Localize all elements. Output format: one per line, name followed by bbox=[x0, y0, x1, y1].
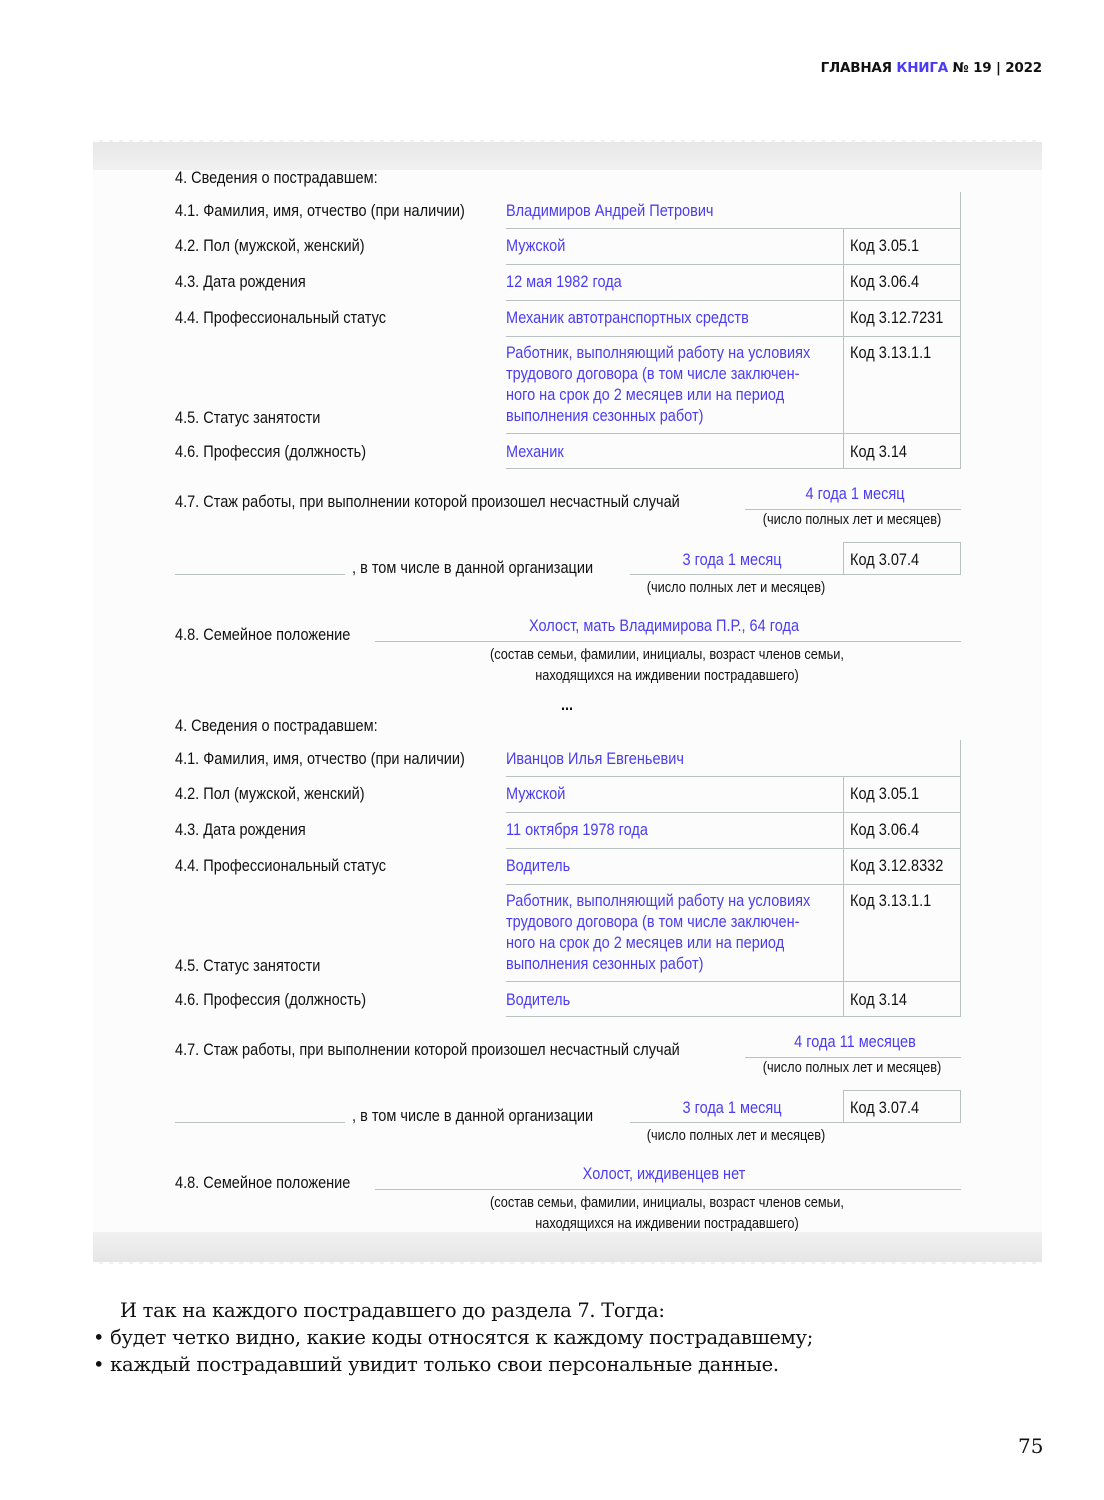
field-caption: (число полных лет и месяцев) bbox=[646, 1128, 826, 1144]
field-label: 4.1. Фамилия, имя, отчество (при наличии) bbox=[175, 750, 465, 768]
field-value: 11 октября 1978 года bbox=[506, 821, 648, 839]
page-number: 75 bbox=[1018, 1434, 1044, 1458]
bullet-item: • будет четко видно, какие коды относятся к каждому пострадавшему; bbox=[93, 1326, 813, 1349]
underline bbox=[630, 574, 961, 575]
underline bbox=[630, 1122, 961, 1123]
field-value: Механик автотранспортных средств bbox=[506, 309, 749, 327]
table-rule bbox=[506, 981, 961, 982]
table-border bbox=[843, 776, 844, 1017]
form-bottom-edge bbox=[93, 1232, 1042, 1264]
field-value: Холост, иждивенцев нет bbox=[582, 1165, 746, 1183]
field-label: 4.4. Профессиональный статус bbox=[175, 309, 386, 327]
code-box bbox=[843, 1090, 844, 1123]
field-value: Владимиров Андрей Петрович bbox=[506, 202, 714, 220]
field-value: Работник, выполняющий работу на условиях трудового договора (в том числе заключен- ного на срок до 2 месяцев или на период выполнения сезонных работ) bbox=[506, 892, 811, 973]
field-label: 4.8. Семейное положение bbox=[175, 1174, 351, 1192]
field-code: Код 3.12.8332 bbox=[850, 857, 944, 875]
field-code: Код 3.05.1 bbox=[850, 237, 920, 255]
field-value: Мужской bbox=[506, 237, 566, 255]
table-rule bbox=[506, 300, 961, 301]
field-code: Код 3.14 bbox=[850, 991, 907, 1009]
field-code: Код 3.07.4 bbox=[850, 551, 920, 569]
brand-name: ГЛАВНАЯ bbox=[820, 60, 892, 76]
field-code: Код 3.07.4 bbox=[850, 1099, 920, 1117]
code-box bbox=[843, 542, 844, 575]
field-label: 4.2. Пол (мужской, женский) bbox=[175, 237, 365, 255]
table-rule bbox=[506, 812, 961, 813]
field-value: 3 года 1 месяц bbox=[682, 551, 782, 569]
field-caption: (число полных лет и месяцев) bbox=[762, 512, 942, 528]
field-caption: (состав семьи, фамилии, инициалы, возраст членов семьи, bbox=[490, 647, 844, 663]
blank-line bbox=[175, 574, 345, 575]
code-box bbox=[960, 542, 961, 575]
table-rule bbox=[506, 884, 961, 885]
field-label: 4.7. Стаж работы, при выполнении которой произошел несчастный случай bbox=[175, 493, 680, 511]
field-label: 4.7. Стаж работы, при выполнении которой произошел несчастный случай bbox=[175, 1041, 680, 1059]
table-border bbox=[960, 740, 961, 1017]
field-value: Водитель bbox=[506, 857, 571, 875]
field-value: Холост, мать Владимирова П.Р., 64 года bbox=[528, 617, 800, 635]
field-label: 4.5. Статус занятости bbox=[175, 957, 321, 975]
field-label: , в том числе в данной организации bbox=[352, 1107, 594, 1125]
field-value: 3 года 1 месяц bbox=[682, 1099, 782, 1117]
code-box bbox=[960, 1090, 961, 1123]
ellipsis: ... bbox=[560, 696, 574, 714]
field-label: 4.5. Статус занятости bbox=[175, 409, 321, 427]
body-intro: И так на каждого пострадавшего до раздела 7. Тогда: bbox=[120, 1299, 665, 1322]
field-caption: находящихся на иждивении пострадавшего) bbox=[535, 1216, 799, 1232]
field-value: 4 года 1 месяц bbox=[805, 485, 905, 503]
field-label: 4.8. Семейное положение bbox=[175, 626, 351, 644]
underline bbox=[375, 1189, 961, 1190]
bullet-text: будет четко видно, какие коды относятся к каждому пострадавшему; bbox=[110, 1326, 813, 1349]
field-value: Иванцов Илья Евгеньевич bbox=[506, 750, 684, 768]
table-rule bbox=[506, 1016, 961, 1017]
table-rule bbox=[506, 468, 961, 469]
field-label: 4.6. Профессия (должность) bbox=[175, 991, 367, 1009]
field-label: 4.2. Пол (мужской, женский) bbox=[175, 785, 365, 803]
field-caption: находящихся на иждивении пострадавшего) bbox=[535, 668, 799, 684]
field-value: Механик bbox=[506, 443, 564, 461]
table-border bbox=[960, 192, 961, 469]
running-header bbox=[821, 60, 1042, 76]
field-value: 12 мая 1982 года bbox=[506, 273, 622, 291]
field-code: Код 3.14 bbox=[850, 443, 907, 461]
table-rule bbox=[506, 336, 961, 337]
field-label: 4.3. Дата рождения bbox=[175, 273, 306, 291]
field-value: Водитель bbox=[506, 991, 571, 1009]
field-code: Код 3.12.7231 bbox=[850, 309, 944, 327]
field-code: Код 3.13.1.1 bbox=[850, 892, 932, 910]
table-border bbox=[843, 228, 844, 469]
table-rule bbox=[506, 433, 961, 434]
field-value: 4 года 11 месяцев bbox=[794, 1033, 916, 1051]
field-label: , в том числе в данной организации bbox=[352, 559, 594, 577]
field-code: Код 3.13.1.1 bbox=[850, 344, 932, 362]
field-label: 4.6. Профессия (должность) bbox=[175, 443, 367, 461]
field-code: Код 3.05.1 bbox=[850, 785, 920, 803]
field-code: Код 3.06.4 bbox=[850, 821, 920, 839]
code-box bbox=[843, 542, 961, 543]
field-caption: (число полных лет и месяцев) bbox=[646, 580, 826, 596]
field-label: 4.4. Профессиональный статус bbox=[175, 857, 386, 875]
issue-info: № 19 | 2022 bbox=[952, 60, 1042, 76]
field-value: Работник, выполняющий работу на условиях трудового договора (в том числе заключен- ного на срок до 2 месяцев или на период выполнения сезонных работ) bbox=[506, 344, 811, 425]
field-label: 4.3. Дата рождения bbox=[175, 821, 306, 839]
table-rule bbox=[506, 776, 961, 777]
table-rule bbox=[506, 848, 961, 849]
bullet-text: каждый пострадавший увидит только свои персональные данные. bbox=[110, 1353, 779, 1376]
section-heading: 4. Сведения о пострадавшем: bbox=[175, 169, 378, 187]
code-box bbox=[843, 1090, 961, 1091]
field-caption: (число полных лет и месяцев) bbox=[762, 1060, 942, 1076]
bullet-item: • каждый пострадавший увидит только свои персональные данные. bbox=[93, 1353, 779, 1376]
underline bbox=[375, 641, 961, 642]
table-rule bbox=[506, 228, 961, 229]
table-rule bbox=[506, 264, 961, 265]
brand-highlight: КНИГА bbox=[896, 60, 949, 76]
section-heading: 4. Сведения о пострадавшем: bbox=[175, 717, 378, 735]
blank-line bbox=[175, 1122, 345, 1123]
field-caption: (состав семьи, фамилии, инициалы, возраст членов семьи, bbox=[490, 1195, 844, 1211]
field-code: Код 3.06.4 bbox=[850, 273, 920, 291]
field-value: Мужской bbox=[506, 785, 566, 803]
field-label: 4.1. Фамилия, имя, отчество (при наличии) bbox=[175, 202, 465, 220]
